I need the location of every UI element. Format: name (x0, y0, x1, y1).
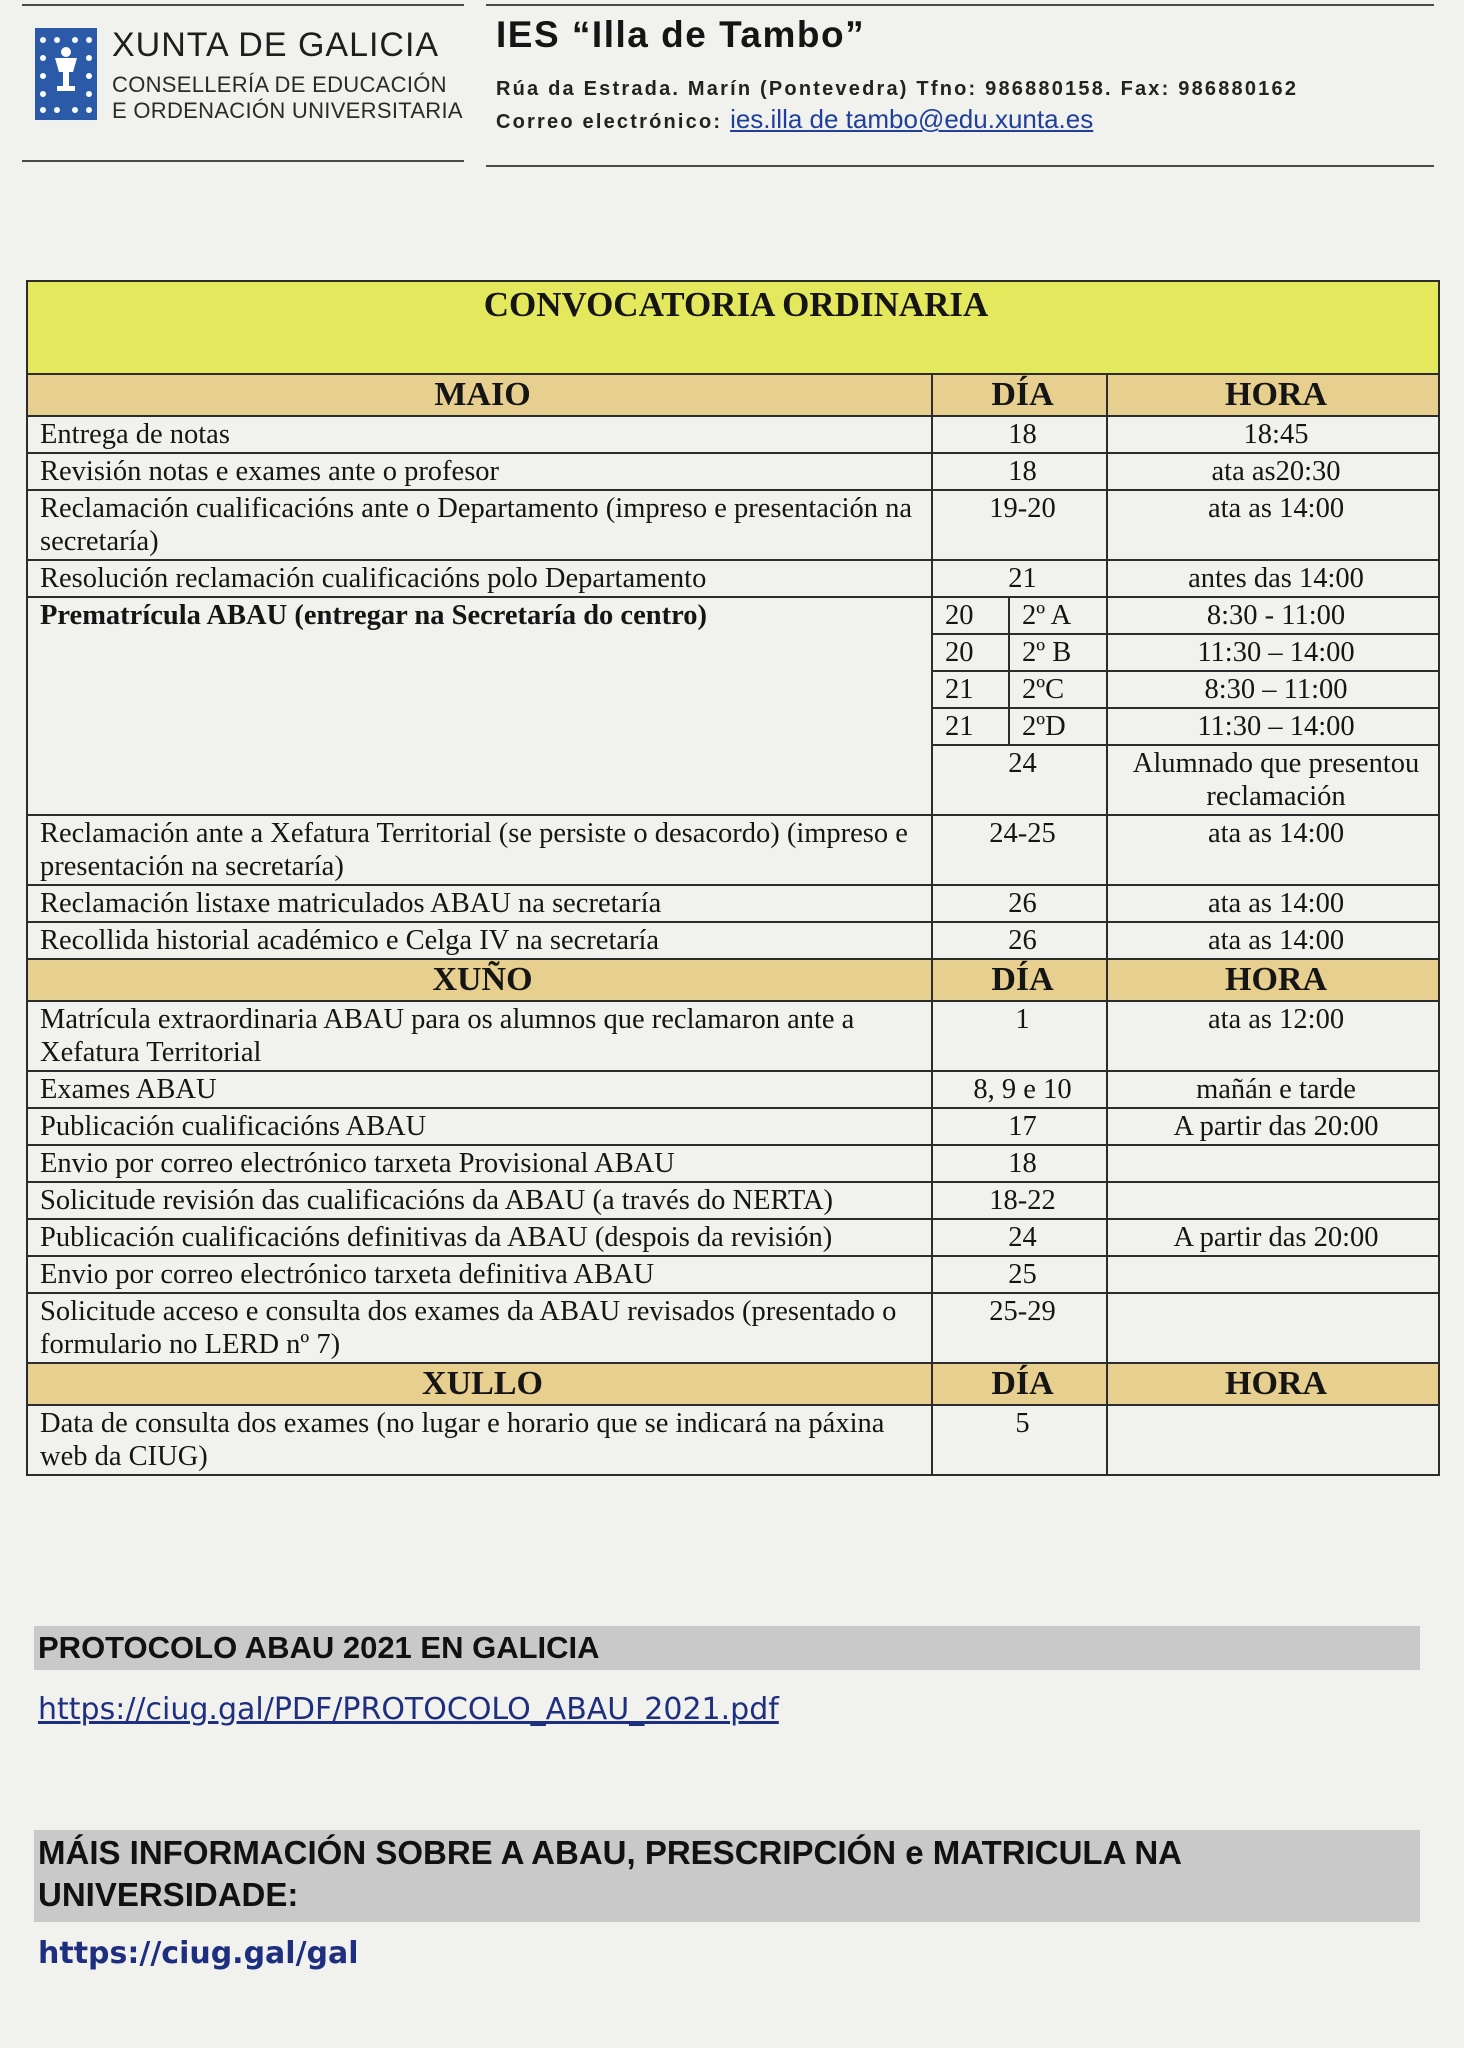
day-cell: 18-22 (932, 1182, 1107, 1219)
time-cell: 8:30 - 11:00 (1107, 597, 1439, 634)
day-cell: 17 (932, 1108, 1107, 1145)
task-cell: Data de consulta dos exames (no lugar e horario que se indicará na páxina web da CIUG) (27, 1405, 932, 1475)
day-column-header: DÍA (932, 1363, 1107, 1405)
schedule-table-wrapper (26, 280, 1438, 1476)
table-row (27, 885, 1439, 922)
group-day-cell: 20 (932, 634, 1009, 671)
time-column-header: HORA (1107, 1363, 1439, 1405)
table-row (27, 815, 1439, 885)
time-cell: A partir das 20:00 (1107, 1219, 1439, 1256)
section-header-xuno (27, 959, 1439, 1001)
protocol-heading: PROTOCOLO ABAU 2021 EN GALICIA (38, 1630, 600, 1665)
task-cell: Recollida historial académico e Celga IV na secretaría (27, 922, 932, 959)
task-cell: Solicitude revisión das cualificacións da ABAU (a través do NERTA) (27, 1182, 932, 1219)
more-info-link[interactable]: https://ciug.gal/gal (38, 1936, 359, 1971)
task-cell: Reclamación listaxe matriculados ABAU na secretaría (27, 885, 932, 922)
group-day-cell: 20 (932, 597, 1009, 634)
group-day-cell: 21 (932, 708, 1009, 745)
header-rule-bottom-left (22, 160, 464, 162)
section-title-xuno: XUÑO (27, 959, 932, 1001)
time-column-header: HORA (1107, 959, 1439, 1001)
group-day-cell: 21 (932, 671, 1009, 708)
day-cell: 21 (932, 560, 1107, 597)
org-title: XUNTA DE GALICIA (112, 26, 440, 64)
school-address: Rúa da Estrada. Marín (Pontevedra) Tfno: 986880158. Fax: 986880162 (496, 78, 1299, 100)
time-cell: 8:30 – 11:00 (1107, 671, 1439, 708)
time-cell (1107, 1182, 1439, 1219)
task-cell: Reclamación ante a Xefatura Territorial (se persiste o desacordo) (impreso e presentación na secretaría) (27, 815, 932, 885)
table-row (27, 1145, 1439, 1182)
time-cell (1107, 1293, 1439, 1363)
task-cell: Matrícula extraordinaria ABAU para os alumnos que reclamaron ante a Xefatura Territorial (27, 1001, 932, 1071)
time-cell: ata as 14:00 (1107, 815, 1439, 885)
table-row (27, 597, 1439, 634)
header-rule-bottom-right (486, 165, 1434, 167)
task-cell: Publicación cualificacións ABAU (27, 1108, 932, 1145)
email-label: Correo electrónico: (496, 111, 723, 133)
day-cell: 24 (932, 1219, 1107, 1256)
time-cell: ata as 14:00 (1107, 885, 1439, 922)
day-cell: 24-25 (932, 815, 1107, 885)
task-cell: Exames ABAU (27, 1071, 932, 1108)
day-cell: 18 (932, 453, 1107, 490)
time-column-header: HORA (1107, 374, 1439, 416)
time-cell: 11:30 – 14:00 (1107, 708, 1439, 745)
section-header-maio (27, 374, 1439, 416)
protocol-heading-band (34, 1626, 1420, 1670)
table-row (27, 1293, 1439, 1363)
day-cell: 26 (932, 922, 1107, 959)
more-info-heading-line-2: UNIVERSIDADE: (38, 1876, 299, 1913)
group-name-cell: 2º A (1009, 597, 1107, 634)
day-column-header: DÍA (932, 959, 1107, 1001)
table-row (27, 1182, 1439, 1219)
time-cell: ata as 14:00 (1107, 490, 1439, 560)
day-cell: 18 (932, 416, 1107, 453)
protocol-link[interactable]: https://ciug.gal/PDF/PROTOCOLO_ABAU_2021.pdf (38, 1692, 779, 1727)
org-subtitle-1: CONSELLERÍA DE EDUCACIÓN (112, 72, 447, 97)
day-cell: 18 (932, 1145, 1107, 1182)
section-title-maio: MAIO (27, 374, 932, 416)
task-cell: Resolución reclamación cualificacións polo Departamento (27, 560, 932, 597)
table-row (27, 490, 1439, 560)
time-cell: 18:45 (1107, 416, 1439, 453)
header-rule-top-left (22, 4, 464, 6)
day-cell: 25 (932, 1256, 1107, 1293)
time-cell: A partir das 20:00 (1107, 1108, 1439, 1145)
table-title: CONVOCATORIA ORDINARIA (27, 281, 1439, 374)
chalice-icon (35, 28, 97, 120)
time-cell (1107, 1405, 1439, 1475)
time-cell (1107, 1145, 1439, 1182)
time-cell: antes das 14:00 (1107, 560, 1439, 597)
school-name: IES “Illa de Tambo” (496, 14, 866, 55)
section-header-xullo (27, 1363, 1439, 1405)
task-cell: Envio por correo electrónico tarxeta definitiva ABAU (27, 1256, 932, 1293)
time-cell: mañán e tarde (1107, 1071, 1439, 1108)
day-cell: 8, 9 e 10 (932, 1071, 1107, 1108)
prematricula-task-cell: Prematrícula ABAU (entregar na Secretaría do centro) (27, 597, 932, 815)
time-cell: Alumnado que presentou reclamación (1107, 745, 1439, 815)
header-rule-top-right (486, 4, 1434, 6)
table-row (27, 1001, 1439, 1071)
more-info-heading-band (34, 1830, 1420, 1922)
table-row (27, 1219, 1439, 1256)
day-cell: 25-29 (932, 1293, 1107, 1363)
day-cell: 24 (932, 745, 1107, 815)
day-cell: 5 (932, 1405, 1107, 1475)
table-row (27, 922, 1439, 959)
table-row (27, 1071, 1439, 1108)
day-cell: 26 (932, 885, 1107, 922)
schedule-table (26, 280, 1440, 1476)
day-column-header: DÍA (932, 374, 1107, 416)
task-cell: Entrega de notas (27, 416, 932, 453)
table-row (27, 416, 1439, 453)
org-subtitle-2: E ORDENACIÓN UNIVERSITARIA (112, 98, 463, 123)
time-cell: ata as 12:00 (1107, 1001, 1439, 1071)
day-cell: 19-20 (932, 490, 1107, 560)
more-info-heading-line-1: MÁIS INFORMACIÓN SOBRE A ABAU, PRESCRIPCIÓN e MATRICULA NA (38, 1834, 1183, 1871)
day-cell: 1 (932, 1001, 1107, 1071)
table-row (27, 1108, 1439, 1145)
group-name-cell: 2º B (1009, 634, 1107, 671)
table-row (27, 1256, 1439, 1293)
table-row (27, 453, 1439, 490)
email-link[interactable]: ies.illa de tambo@edu.xunta.es (730, 104, 1094, 134)
task-cell: Solicitude acceso e consulta dos exames da ABAU revisados (presentado o formulario no LERD nº 7) (27, 1293, 932, 1363)
group-name-cell: 2ºC (1009, 671, 1107, 708)
table-row (27, 1405, 1439, 1475)
task-cell: Reclamación cualificacións ante o Departamento (impreso e presentación na secretaría) (27, 490, 932, 560)
time-cell: 11:30 – 14:00 (1107, 634, 1439, 671)
table-title-row (27, 281, 1439, 374)
task-cell: Publicación cualificacións definitivas da ABAU (despois da revisión) (27, 1219, 932, 1256)
task-cell: Revisión notas e exames ante o profesor (27, 453, 932, 490)
task-cell: Envio por correo electrónico tarxeta Provisional ABAU (27, 1145, 932, 1182)
group-name-cell: 2ºD (1009, 708, 1107, 745)
table-row (27, 560, 1439, 597)
section-title-xullo: XULLO (27, 1363, 932, 1405)
school-email-line (496, 104, 1093, 135)
xunta-crest-logo (35, 28, 97, 120)
time-cell: ata as 14:00 (1107, 922, 1439, 959)
time-cell (1107, 1256, 1439, 1293)
time-cell: ata as20:30 (1107, 453, 1439, 490)
